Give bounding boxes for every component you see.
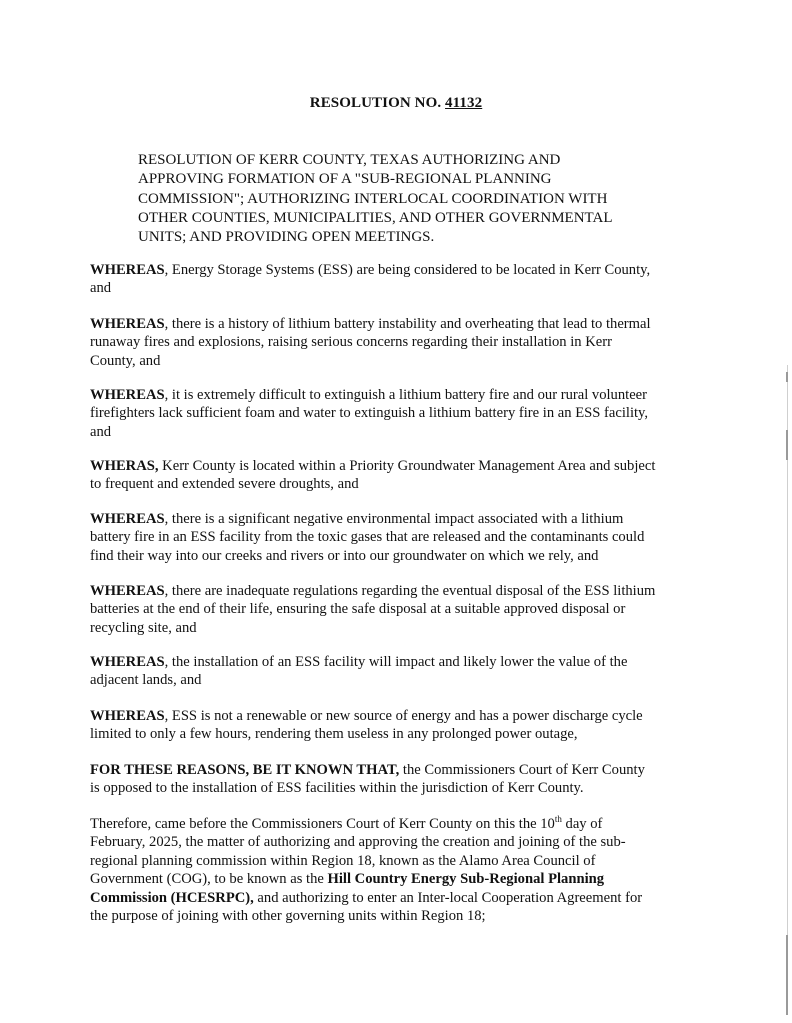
clause-text: County, and [90, 352, 161, 369]
clause-text: Therefore, came before the Commissioners Court of Kerr County on this the 10 [90, 816, 555, 832]
clause-text: and [90, 423, 112, 440]
caption-line: UNITS; AND PROVIDING OPEN MEETINGS. [138, 229, 435, 246]
clause-text: , it is extremely difficult to extinguish a lithium battery fire and our rural volunteer [164, 387, 648, 403]
clause-text: the Commissioners Court of Kerr County [399, 762, 645, 778]
clause-text: to frequent and extended severe droughts, and [90, 476, 359, 493]
clause-text: batteries at the end of their life, ensuring the safe disposal at a suitable approved disposal or [90, 601, 626, 618]
resolution-caption [138, 151, 658, 247]
resolving-clause [90, 761, 702, 798]
clause-keyword: WHEREAS [90, 262, 165, 278]
clause-keyword: WHEREAS [90, 654, 165, 670]
clause-keyword: WHEREAS [90, 583, 165, 599]
whereas-clause-4 [90, 457, 702, 494]
clause-keyword: WHEREAS [90, 511, 165, 527]
caption-line: RESOLUTION OF KERR COUNTY, TEXAS AUTHORIZING AND [138, 152, 561, 168]
commission-name: Hill Country Energy Sub-Regional Planning [327, 871, 605, 888]
clause-text: , ESS is not a renewable or new source of energy and has a power discharge cycle [164, 708, 643, 724]
resolution-number: 41132 [445, 95, 483, 111]
clause-keyword: WHERAS, [90, 458, 159, 474]
scan-edge-line [787, 365, 788, 1015]
clause-text: regional planning commission within Region 18, known as the Alamo Area Council of [90, 852, 596, 869]
clause-text: and [90, 280, 112, 297]
whereas-clause-3 [90, 386, 702, 441]
scan-edge-mark [786, 372, 788, 382]
clause-text: is opposed to the installation of ESS facilities within the jurisdiction of Kerr County. [90, 780, 584, 797]
clause-keyword: WHEREAS [90, 387, 165, 403]
clause-text: and authorizing to enter an Inter-local Cooperation Agreement for [253, 889, 643, 906]
resolution-title-prefix: RESOLUTION NO. [309, 95, 446, 111]
whereas-clause-2 [90, 315, 702, 370]
clause-text: , Energy Storage Systems (ESS) are being considered to be located in Kerr County, [164, 262, 651, 278]
clause-keyword: FOR THESE REASONS, BE IT KNOWN THAT, [90, 762, 400, 778]
clause-text: battery fire in an ESS facility from the toxic gases that are released and the contaminants could [90, 529, 645, 546]
caption-line: COMMISSION"; AUTHORIZING INTERLOCAL COORDINATION WITH [138, 190, 608, 207]
caption-line: OTHER COUNTIES, MUNICIPALITIES, AND OTHER GOVERNMENTAL [138, 209, 613, 226]
clause-text: runaway fires and explosions, raising serious concerns regarding their installation in Kerr [90, 334, 612, 351]
clause-text: Government (COG), to be known as the [90, 871, 328, 888]
clause-text: adjacent lands, and [90, 672, 202, 689]
clause-text: limited to only a few hours, rendering them useless in any prolonged power outage, [90, 726, 578, 743]
clause-text: the purpose of joining with other governing units within Region 18; [90, 908, 486, 925]
therefore-paragraph [90, 815, 702, 925]
clause-text: , there are inadequate regulations regarding the eventual disposal of the ESS lithium [164, 583, 656, 599]
whereas-clause-8 [90, 707, 702, 744]
clause-keyword: WHEREAS [90, 708, 165, 724]
ordinal-suffix: th [554, 814, 562, 825]
clause-text: firefighters lack sufficient foam and water to extinguish a lithium battery fire in an ESS facility, [90, 405, 649, 422]
clause-text: recycling site, and [90, 619, 197, 636]
caption-line: APPROVING FORMATION OF A "SUB-REGIONAL PLANNING [138, 171, 552, 188]
whereas-clause-5 [90, 510, 702, 565]
scan-edge-mark [786, 430, 788, 460]
clause-text: day of [561, 816, 603, 832]
commission-name: Commission (HCESRPC), [90, 889, 254, 906]
whereas-clause-1 [90, 261, 702, 298]
resolution-title [0, 95, 792, 112]
clause-keyword: WHEREAS [90, 316, 165, 332]
clause-text: Kerr County is located within a Priority Groundwater Management Area and subject [158, 458, 656, 474]
clause-text: find their way into our creeks and rivers or into our groundwater on which we rely, and [90, 547, 599, 564]
scan-edge-mark [786, 935, 788, 1015]
clause-text: , the installation of an ESS facility will impact and likely lower the value of the [164, 654, 628, 670]
whereas-clause-6 [90, 582, 702, 637]
clause-text: February, 2025, the matter of authorizing and approving the creation and joining of the sub- [90, 834, 626, 851]
clause-text: , there is a significant negative environmental impact associated with a lithium [164, 511, 624, 527]
clause-text: , there is a history of lithium battery instability and overheating that lead to thermal [164, 316, 651, 332]
whereas-clause-7 [90, 653, 702, 690]
